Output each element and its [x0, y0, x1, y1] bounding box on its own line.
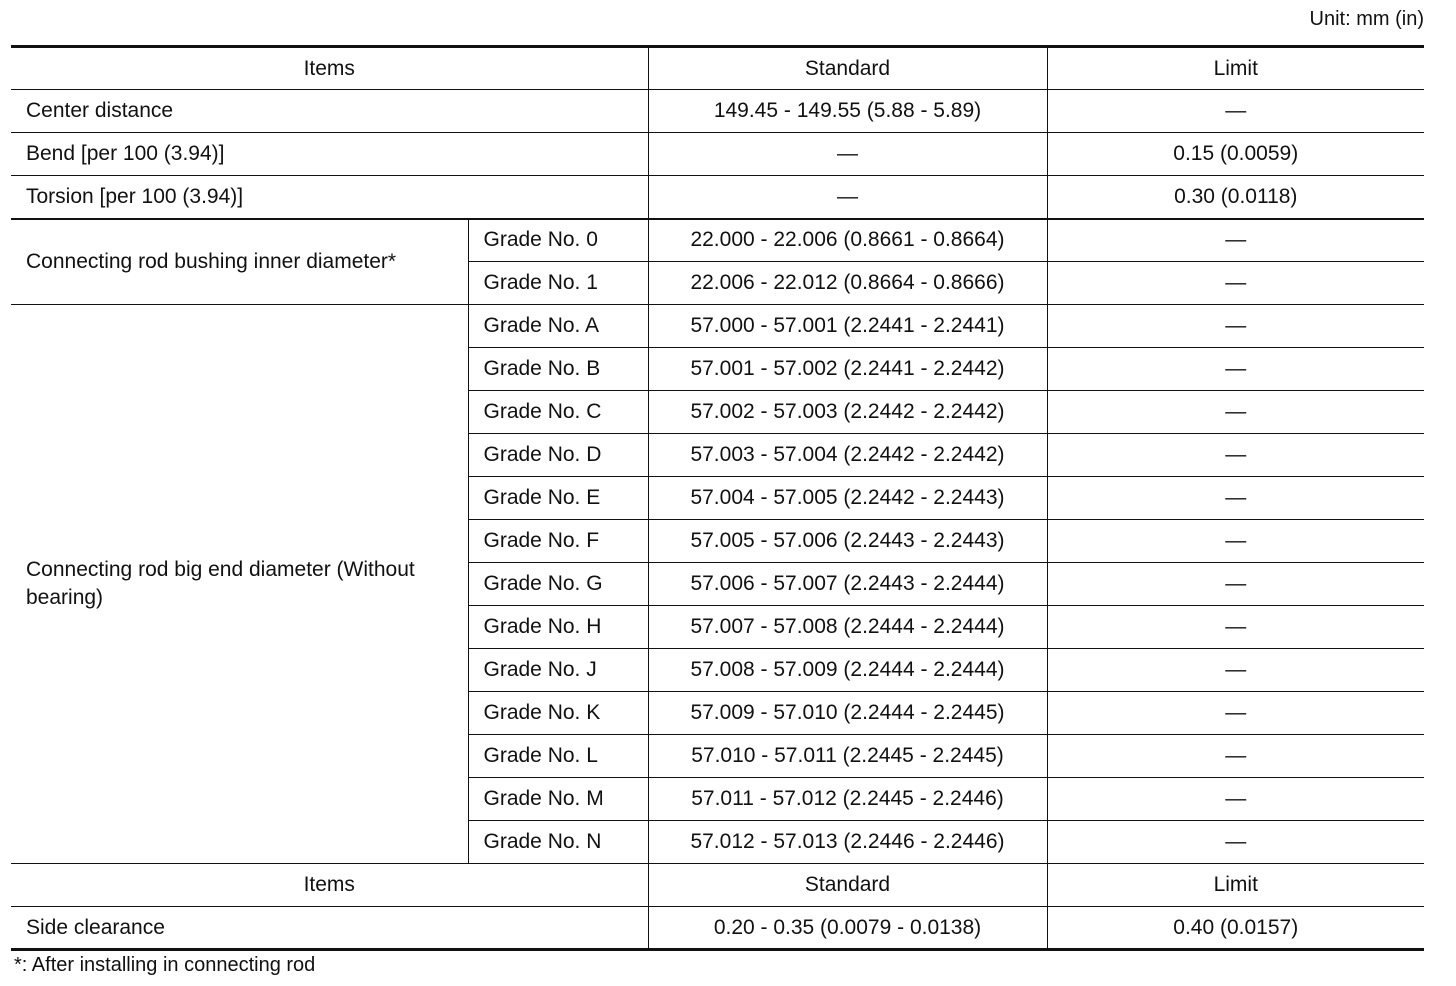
table-header-row [11, 47, 1424, 90]
table-row [11, 219, 1424, 262]
grade-label: Grade No. E [468, 477, 648, 520]
standard-value: 57.010 - 57.011 (2.2445 - 2.2445) [648, 735, 1047, 778]
standard-value: 57.011 - 57.012 (2.2445 - 2.2446) [648, 778, 1047, 821]
grade-label: Grade No. N [468, 821, 648, 864]
limit-value: 0.15 (0.0059) [1047, 133, 1424, 176]
table-row [11, 133, 1424, 176]
item-center-distance: Center distance [11, 90, 648, 133]
header-limit: Limit [1047, 47, 1424, 90]
grade-label: Grade No. K [468, 692, 648, 735]
limit-value: 0.30 (0.0118) [1047, 176, 1424, 219]
limit-value: — [1047, 90, 1424, 133]
grade-label: Grade No. A [468, 305, 648, 348]
standard-value: 57.003 - 57.004 (2.2442 - 2.2442) [648, 434, 1047, 477]
limit-value: — [1047, 563, 1424, 606]
item-torsion: Torsion [per 100 (3.94)] [11, 176, 648, 219]
item-big-end-diameter: Connecting rod big end diameter (Without bearing) [11, 305, 468, 864]
limit-value: — [1047, 606, 1424, 649]
standard-value: 57.008 - 57.009 (2.2444 - 2.2444) [648, 649, 1047, 692]
limit-value: — [1047, 262, 1424, 305]
limit-value: — [1047, 434, 1424, 477]
standard-value: 22.006 - 22.012 (0.8664 - 0.8666) [648, 262, 1047, 305]
limit-value: — [1047, 477, 1424, 520]
limit-value: 0.40 (0.0157) [1047, 907, 1424, 950]
standard-value: — [648, 133, 1047, 176]
grade-label: Grade No. H [468, 606, 648, 649]
table-row [11, 305, 1424, 348]
standard-value: 57.002 - 57.003 (2.2442 - 2.2442) [648, 391, 1047, 434]
standard-value: 57.006 - 57.007 (2.2443 - 2.2444) [648, 563, 1047, 606]
limit-value: — [1047, 391, 1424, 434]
limit-value: — [1047, 520, 1424, 563]
grade-label: Grade No. D [468, 434, 648, 477]
grade-label: Grade No. G [468, 563, 648, 606]
header-items: Items [11, 864, 648, 907]
unit-label: Unit: mm (in) [1309, 8, 1424, 30]
standard-value: 57.005 - 57.006 (2.2443 - 2.2443) [648, 520, 1047, 563]
table-row [11, 90, 1424, 133]
limit-value: — [1047, 735, 1424, 778]
standard-value: 0.20 - 0.35 (0.0079 - 0.0138) [648, 907, 1047, 950]
table-header-row [11, 864, 1424, 907]
header-items: Items [11, 47, 648, 90]
header-standard: Standard [648, 47, 1047, 90]
standard-value: 57.001 - 57.002 (2.2441 - 2.2442) [648, 348, 1047, 391]
item-bend: Bend [per 100 (3.94)] [11, 133, 648, 176]
grade-label: Grade No. B [468, 348, 648, 391]
grade-label: Grade No. F [468, 520, 648, 563]
item-side-clearance: Side clearance [11, 907, 648, 950]
table-row [11, 907, 1424, 950]
grade-label: Grade No. M [468, 778, 648, 821]
limit-value: — [1047, 219, 1424, 262]
grade-label: Grade No. L [468, 735, 648, 778]
table-row [11, 176, 1424, 219]
limit-value: — [1047, 348, 1424, 391]
standard-value: 22.000 - 22.006 (0.8661 - 0.8664) [648, 219, 1047, 262]
limit-value: — [1047, 821, 1424, 864]
standard-value: 57.000 - 57.001 (2.2441 - 2.2441) [648, 305, 1047, 348]
item-bushing-inner-diameter: Connecting rod bushing inner diameter* [11, 219, 468, 305]
grade-label: Grade No. 1 [468, 262, 648, 305]
standard-value: 57.012 - 57.013 (2.2446 - 2.2446) [648, 821, 1047, 864]
limit-value: — [1047, 778, 1424, 821]
standard-value: 57.007 - 57.008 (2.2444 - 2.2444) [648, 606, 1047, 649]
standard-value: 57.009 - 57.010 (2.2444 - 2.2445) [648, 692, 1047, 735]
grade-label: Grade No. C [468, 391, 648, 434]
limit-value: — [1047, 649, 1424, 692]
connecting-rod-spec-table [11, 45, 1424, 951]
standard-value: 149.45 - 149.55 (5.88 - 5.89) [648, 90, 1047, 133]
footnote: *: After installing in connecting rod [14, 954, 316, 976]
header-standard: Standard [648, 864, 1047, 907]
limit-value: — [1047, 305, 1424, 348]
grade-label: Grade No. J [468, 649, 648, 692]
header-limit: Limit [1047, 864, 1424, 907]
standard-value: — [648, 176, 1047, 219]
grade-label: Grade No. 0 [468, 219, 648, 262]
standard-value: 57.004 - 57.005 (2.2442 - 2.2443) [648, 477, 1047, 520]
limit-value: — [1047, 692, 1424, 735]
